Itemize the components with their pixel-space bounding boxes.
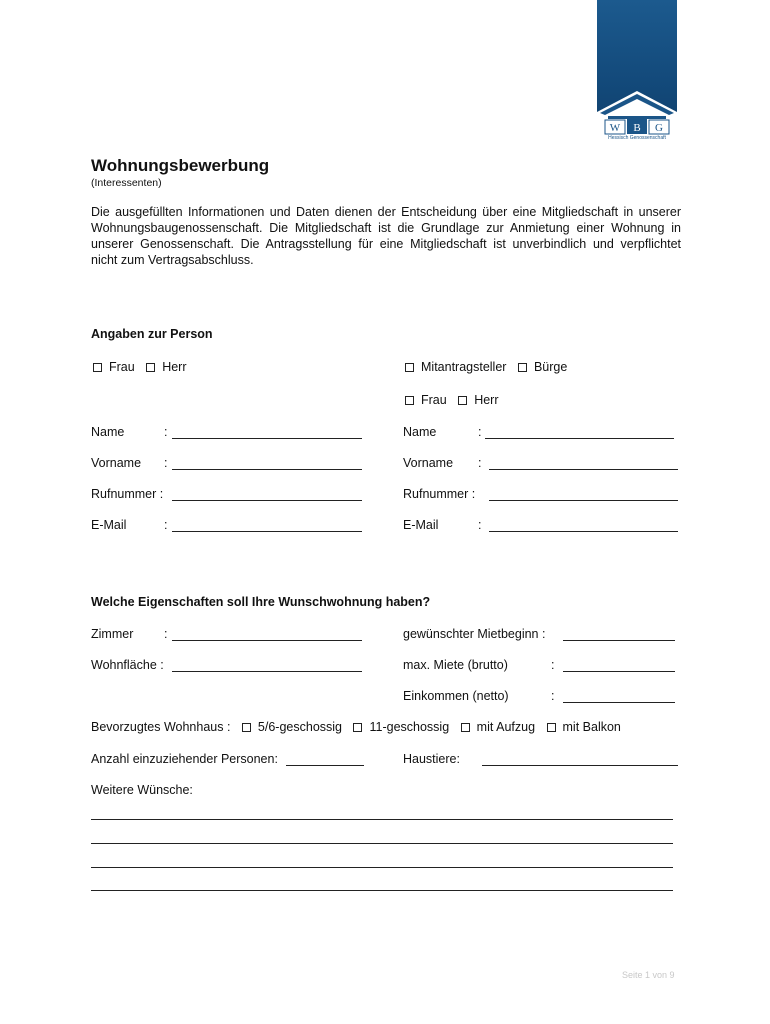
personen-field[interactable] [286,765,364,766]
email-field[interactable] [172,531,362,532]
name-field[interactable] [485,438,674,439]
svg-text:B: B [633,122,641,134]
svg-text:G: G [655,122,663,134]
vorname-field[interactable] [489,469,678,470]
name-field[interactable] [172,438,362,439]
intro-line: Wohnungsbaugenossenschaft. Die Mitgliedschaft ist die Grundlage zur Anmietung einer Wohnung in [91,221,681,235]
opt2-label: 11-geschossig [369,720,450,734]
haustiere-field[interactable] [482,765,678,766]
name-label: Name [403,425,437,439]
frau-label: Frau [421,393,447,407]
aufzug-checkbox[interactable] [461,723,470,732]
vorname-label: Vorname [403,456,454,470]
email-colon: : [478,518,482,532]
name-label: Name [91,425,125,439]
frau-checkbox[interactable] [405,396,414,405]
geschossig-5-6-checkbox[interactable] [242,723,251,732]
email-field[interactable] [489,531,678,532]
wohnflaeche-label: Wohnfläche : [91,658,164,672]
herr-label: Herr [474,393,499,407]
geschossig-11-checkbox[interactable] [353,723,362,732]
right-role [405,360,567,374]
zimmer-field[interactable] [172,640,362,641]
herr-checkbox[interactable] [458,396,467,405]
wohnhaus-row [91,720,621,734]
intro-line: Die ausgefüllten Informationen und Daten dienen der Entscheidung über eine Mitgliedschaft in unserer [91,205,681,219]
mietbeginn-field[interactable] [563,640,675,641]
frau-checkbox[interactable] [93,363,102,372]
wish-heading: Welche Eigenschaften soll Ihre Wunschwohnung haben? [91,595,431,609]
wohnhaus-label: Bevorzugtes Wohnhaus : [91,720,231,734]
weitere-field-line[interactable] [91,843,673,844]
zimmer-colon: : [164,627,168,641]
vorname-label: Vorname [91,456,142,470]
haustiere-label: Haustiere: [403,752,460,766]
email-label: E-Mail [403,518,439,532]
email-label: E-Mail [91,518,127,532]
wohnflaeche-field[interactable] [172,671,362,672]
right-salutation [405,393,499,407]
opt4-label: mit Balkon [562,720,621,734]
weitere-field-line[interactable] [91,890,673,891]
opt1-label: 5/6-geschossig [257,720,342,734]
vorname-field[interactable] [172,469,362,470]
name-colon: : [478,425,482,439]
person-heading: Angaben zur Person [91,327,213,341]
personen-label: Anzahl einzuziehender Personen: [91,752,278,766]
email-colon: : [164,518,168,532]
buerge-label: Bürge [533,360,568,374]
intro-paragraph [91,204,681,268]
opt3-label: mit Aufzug [476,720,536,734]
herr-label: Herr [162,360,187,374]
rufnummer-label: Rufnummer : [91,487,164,501]
rufnummer-field[interactable] [489,500,678,501]
miete-field[interactable] [563,671,675,672]
rufnummer-label: Rufnummer : [403,487,476,501]
intro-line: nicht zum Vertragsabschluss. [91,253,254,267]
left-salutation [93,360,187,374]
buerge-checkbox[interactable] [518,363,527,372]
weitere-field-line[interactable] [91,819,673,820]
einkommen-label: Einkommen (netto) [403,689,509,703]
mietbeginn-label: gewünschter Mietbeginn : [403,627,546,641]
frau-label: Frau [109,360,135,374]
vorname-colon: : [164,456,168,470]
page-title: Wohnungsbewerbung [91,156,270,175]
svg-text:W: W [609,122,621,134]
mitantragsteller-checkbox[interactable] [405,363,414,372]
einkommen-colon: : [551,689,555,703]
logo-subtitle: Hessisch Genossenschaft [608,135,666,141]
herr-checkbox[interactable] [146,363,155,372]
vorname-colon: : [478,456,482,470]
miete-colon: : [551,658,555,672]
balkon-checkbox[interactable] [547,723,556,732]
intro-line: unserer Genossenschaft. Die Antragsstellung für eine Mitgliedschaft ist unverbindlich und verpflichtet [91,237,681,251]
weitere-label: Weitere Wünsche: [91,783,193,797]
mitantragsteller-label: Mitantragsteller [421,360,507,374]
name-colon: : [164,425,168,439]
einkommen-field[interactable] [563,702,675,703]
page-subtitle: (Interessenten) [91,177,162,189]
miete-label: max. Miete (brutto) [403,658,508,672]
page-number: Seite 1 von 9 [622,970,675,980]
weitere-field-line[interactable] [91,867,673,868]
rufnummer-field[interactable] [172,500,362,501]
zimmer-label: Zimmer [91,627,134,641]
